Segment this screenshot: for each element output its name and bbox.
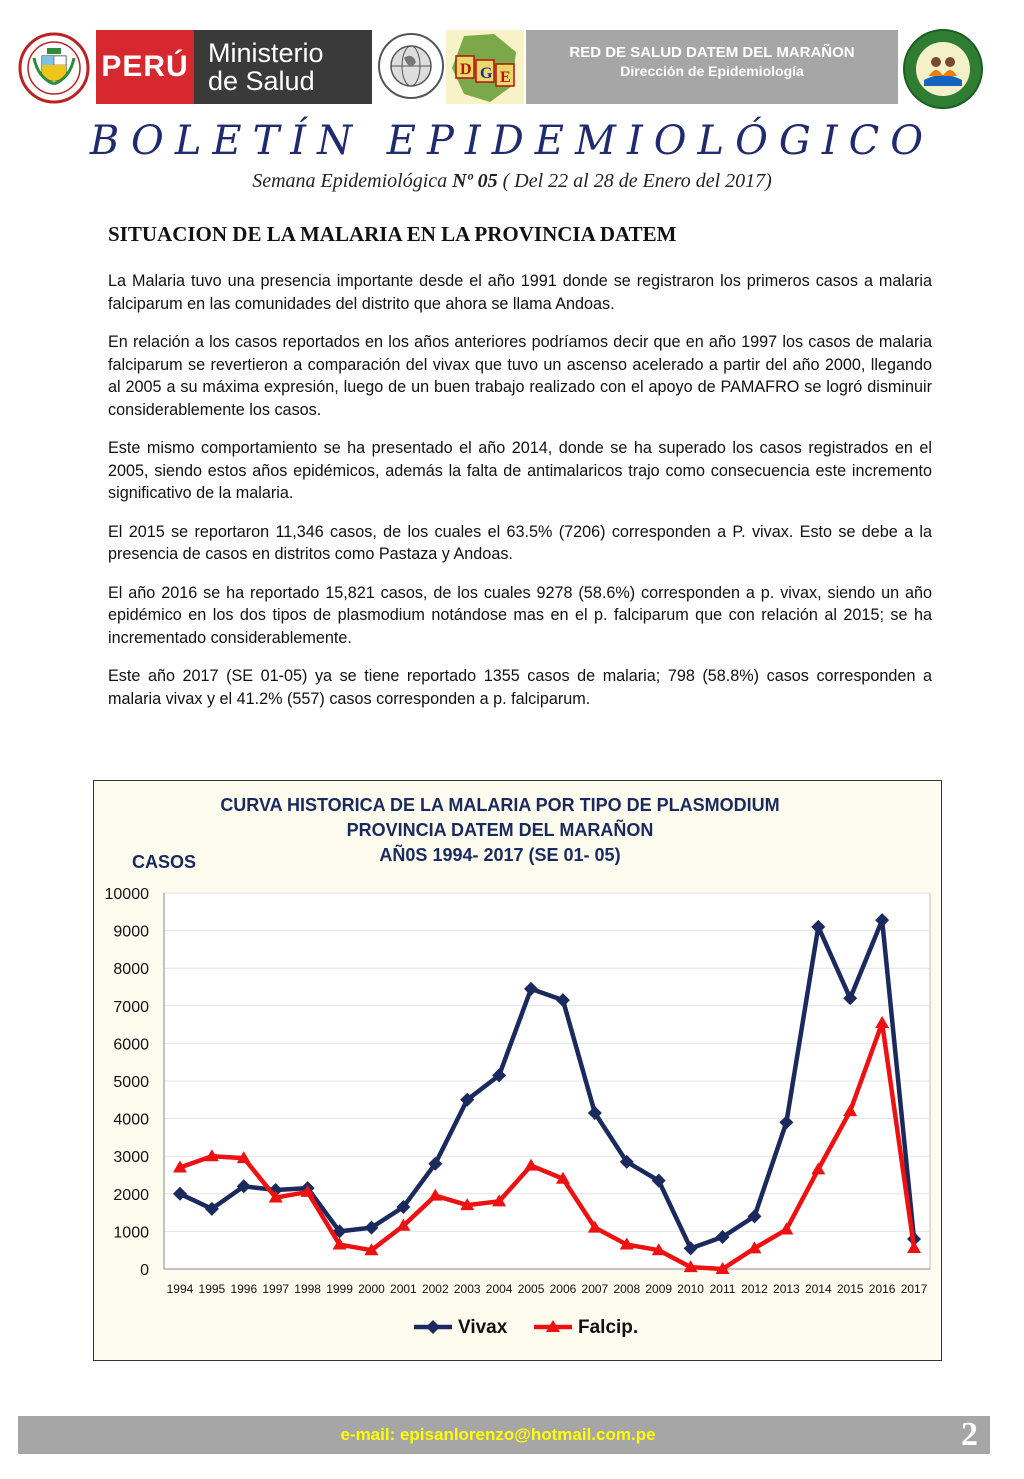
direccion-epidemiologia: Dirección de Epidemiología [620,63,804,79]
peru-label: PERÚ [96,30,194,104]
header [0,0,1024,112]
legend-marker-vivax [426,1320,440,1334]
paragraph-4: El 2015 se reportaron 11,346 casos, de los cuales el 63.5% (7206) corresponden a P. vivax. Esto se debe a la presencia de casos en distritos como Pastaza y Andoas. [108,522,932,563]
legend-label-falcip: Falcip. [578,1317,639,1338]
x-tick-2008: 2008 [613,1282,641,1296]
x-tick-1998: 1998 [294,1282,321,1296]
chart-title-line-1: CURVA HISTORICA DE LA MALARIA POR TIPO DE PLASMODIUM [220,795,780,815]
page-number: 2 [961,1416,978,1453]
x-tick-2014: 2014 [804,1282,832,1296]
paragraph-6: Este año 2017 (SE 01-05) ya se tiene reportado 1355 casos de malaria; 798 (58.8%) casos corresponden a malaria vivax y el 41.2% (557) casos corresponden a p. falciparum. [108,667,932,708]
x-tick-2010: 2010 [677,1282,704,1296]
x-tick-1996: 1996 [230,1282,258,1296]
paragraph-1: La Malaria tuvo una presencia importante desde el año 1991 donde se registraron los primeros casos a malaria falciparum en las comunidades del distrito que ahora se llama Andoas. [108,272,932,313]
x-tick-2009: 2009 [645,1282,673,1296]
y-tick-6000: 6000 [113,1036,149,1054]
y-tick-2000: 2000 [113,1186,149,1204]
paragraph-3: Este mismo comportamiento se ha presentado el año 2014, donde se ha superado los casos registrados en el 2005, siendo estos años epidémicos, además la falta de antimalaricos trajo como consecuencia este incremento significativo de la malaria. [108,439,932,502]
x-tick-2007: 2007 [581,1282,609,1296]
paragraph-2: En relación a los casos reportados en los años anteriores podríamos decir que en año 1997 los casos de malaria falciparum se revertieron a comparación del vivax que tuvo un ascenso acelerado a partir del año 2000, llegando al 2005 a su máxima expresión, luego de un buen trabajo realizado con el apoyo de PAMAFRO se logró disminuir considerablemente los casos. [108,333,932,419]
x-tick-2015: 2015 [836,1282,864,1296]
epidemiological-week [0,170,1024,193]
chart-title-line-2: PROVINCIA DATEM DEL MARAÑON [346,820,654,840]
red-de-salud-banner [526,30,898,104]
y-tick-10000: 10000 [104,886,149,903]
y-tick-8000: 8000 [113,961,149,979]
bulletin-title: BOLETÍN EPIDEMIOLÓGICO [89,118,935,164]
red-de-salud-datem-logo [902,28,984,110]
dge-logo [446,30,524,104]
x-tick-2000: 2000 [358,1282,385,1296]
ministry-label [194,30,372,104]
footer-bar [18,1416,990,1454]
week-number: Nº 05 [452,170,498,192]
svg-text:E: E [500,69,511,86]
malaria-line-chart [94,781,940,1359]
x-tick-2011: 2011 [709,1282,736,1296]
x-tick-1997: 1997 [262,1282,290,1296]
y-axis-label: CASOS [132,852,197,872]
x-tick-2003: 2003 [453,1282,481,1296]
article-body [108,270,932,726]
footer-email[interactable]: e-mail: episanlorenzo@hotmail.com.pe [340,1425,656,1444]
y-tick-1000: 1000 [113,1224,149,1242]
x-tick-1994: 1994 [166,1282,194,1296]
x-tick-2005: 2005 [517,1282,545,1296]
x-tick-2006: 2006 [549,1282,577,1296]
x-tick-2001: 2001 [390,1282,417,1296]
week-dates: ( Del 22 al 28 de Enero del 2017) [497,170,772,192]
x-tick-2013: 2013 [773,1282,800,1296]
red-de-salud-title: RED DE SALUD DATEM DEL MARAÑON [569,44,855,61]
y-tick-3000: 3000 [113,1149,149,1167]
renace-logo [376,28,446,106]
x-tick-2004: 2004 [485,1282,513,1296]
y-tick-4000: 4000 [113,1111,149,1129]
week-prefix: Semana Epidemiológica [252,170,453,192]
x-tick-1999: 1999 [326,1282,353,1296]
malaria-chart [93,780,942,1361]
y-tick-0: 0 [140,1262,149,1279]
paragraph-5: El año 2016 se ha reportado 15,821 casos, de los cuales 9278 (58.6%) corresponden a p. vivax, siendo un año epidémico en los dos tipos de plasmodium notándose mas en el p. falciparum que con relación al 2015; se ha incrementado considerablemente. [108,583,932,647]
ministry-line-1: Ministerio [208,38,324,68]
svg-text:G: G [480,65,493,82]
peru-coat-of-arms-logo [16,30,92,108]
legend-label-vivax: Vivax [458,1317,508,1338]
y-tick-7000: 7000 [113,998,149,1016]
x-tick-2012: 2012 [741,1282,768,1296]
ministerio-de-salud-logo [96,30,372,104]
ministry-line-2: de Salud [208,66,315,96]
x-tick-2017: 2017 [900,1282,928,1296]
x-tick-2016: 2016 [868,1282,896,1296]
svg-text:D: D [460,61,472,78]
chart-title-line-3: AÑ0S 1994- 2017 (SE 01- 05) [379,845,621,865]
section-title: SITUACION DE LA MALARIA EN LA PROVINCIA DATEM [108,222,677,246]
y-tick-9000: 9000 [113,923,149,941]
y-tick-5000: 5000 [113,1074,149,1091]
x-tick-2002: 2002 [421,1282,449,1296]
x-tick-1995: 1995 [198,1282,226,1296]
